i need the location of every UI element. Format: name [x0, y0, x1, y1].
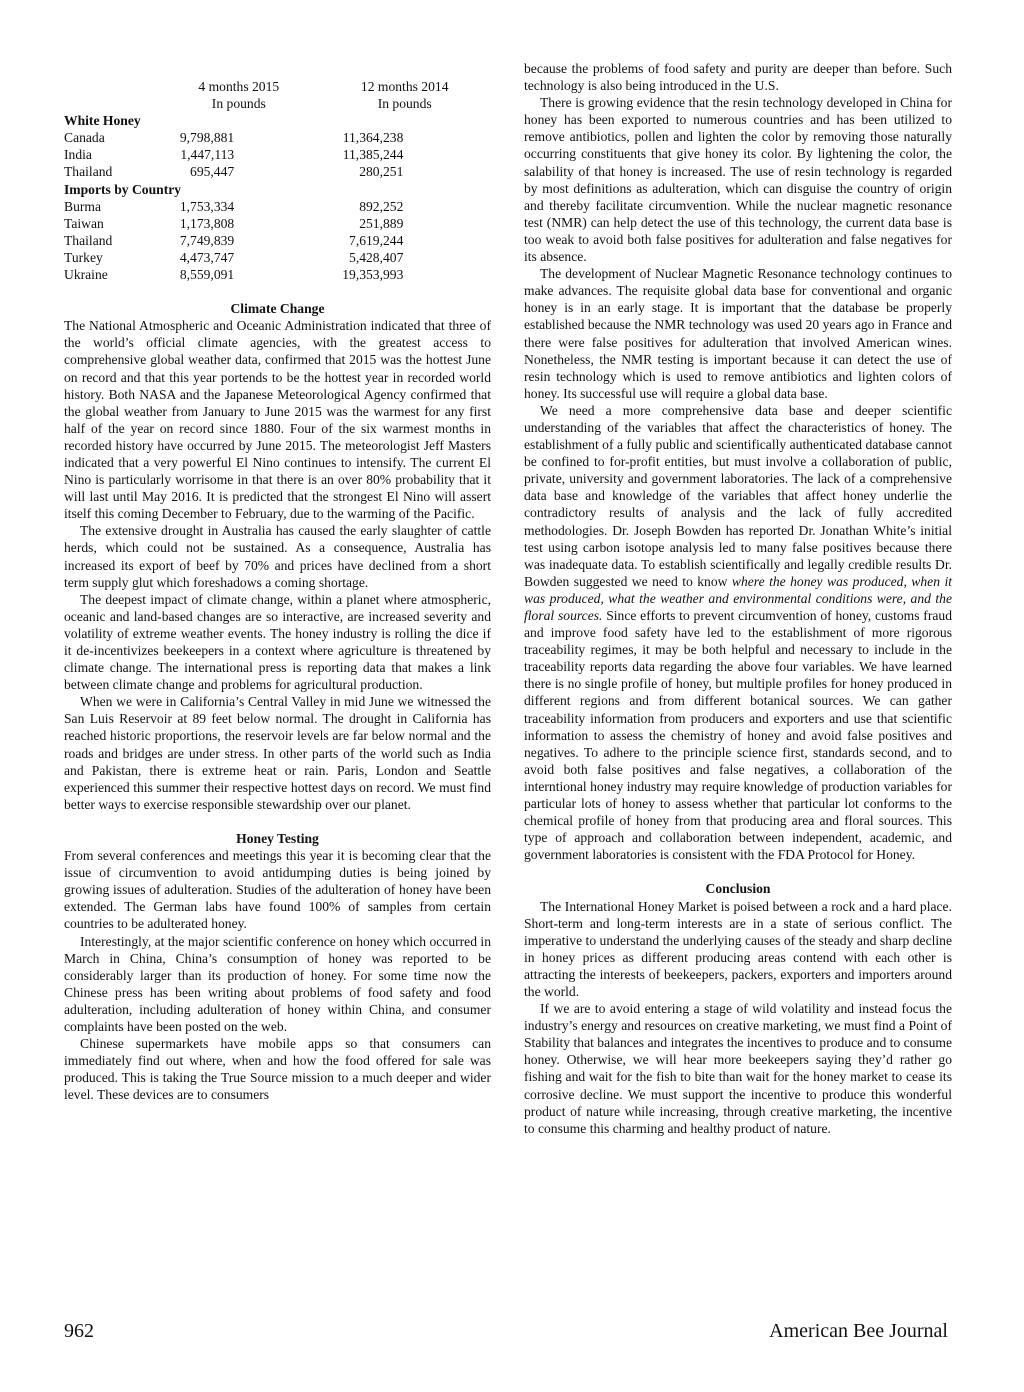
group-heading-white-honey: White Honey: [64, 113, 141, 129]
country-cell: Thailand: [64, 232, 113, 248]
value-2014-cell: 7,619,244: [349, 232, 404, 248]
table-row: [64, 163, 491, 180]
country-cell: Thailand: [64, 164, 113, 180]
page-number: 962: [64, 1320, 94, 1342]
value-2015-cell: 7,749,839: [179, 232, 235, 248]
paragraph: The extensive drought in Australia has caused the early slaughter of cattle herds, which could not be sustained. As a consequence, Australia has increased its export of beef by 70% and prices have declined from a short term supply glut which foreshadows a coming shortage.: [64, 523, 491, 590]
country-cell: Canada: [64, 130, 105, 146]
white-honey-rows: [64, 129, 491, 180]
col-2015-header: 4 months 2015: [198, 79, 280, 94]
paragraph: The National Atmospheric and Oceanic Administration indicated that three of the world’s official climate agencies, with the greatest access to comprehensive global weather data, confirmed that 2015 was the hottest June on record and that this year portends to be the hottest year in recorded world history. Both NASA and the Japanese Meteorological Agency confirmed that the global weather from January to June 2015 was the warmest for any first half of the year on record since 1880. Four of the six warmest months in recorded history have occurred by June 2015. The meteorologist Jeff Masters indicated that a very powerful El Nino continues to intensify. The current El Nino is particularly worrisome in that there is an over 80% probability that it will last until May 2016. It is predicted that the strongest El Nino will assert itself this coming December to February, due to the warming of the Pacific.: [64, 318, 491, 522]
paragraph-text: We need a more comprehensive data base and deeper scientific understanding of the variables that affect the characteristics of honey. The establishment of a fully public and scientifically authenticated database cannot be confined to for-profit entities, but must involve a collaboration of public, private, university and government laboratories. The lack of a comprehensive data base and knowledge of the variables that affect honey underlie the contradictory results of analysis and the lack of fully accredited methodologies. Dr. Joseph Bowden has reported Dr. Jonathan White’s initial test using carbon isotope analysis led to many false positives because there was inadequate data. To establish scientifically and legally credible results Dr. Bowden suggested we need to know: [524, 402, 952, 589]
left-column: [64, 60, 491, 1103]
conclusion-heading: Conclusion: [705, 881, 771, 897]
honey-testing-heading: Honey Testing: [236, 830, 319, 846]
paragraph: [524, 402, 952, 864]
journal-name: American Bee Journal: [769, 1320, 948, 1342]
col-2015-unit: In pounds: [211, 96, 266, 112]
table-header-row-1: [64, 78, 491, 95]
country-cell: India: [64, 147, 92, 163]
value-2015-cell: 1,753,334: [179, 198, 235, 214]
paragraph-text: Since efforts to prevent circumvention of honey, customs fraud and improve food safety have led to the establishment of more rigorous traceability regimes, it may be both helpful and necessary to include in the traceability reports data regarding the above four variables. We have learned there is no single profile of honey, but multiple profiles for honey produced in different regions and from different botanical sources. We can gather traceability information from producers and exporters and use that scientific information to assess the chemistry of honey and avoid false positives and negatives. To adhere to the principle science first, standards second, and to avoid both false positives and false negatives, a collaboration of the interntional honey industry may require knowledge of production variables for particular lots of honey to assess whether that particular lot conforms to the chemical profile of honey from that producing area and floral sources. This type of approach and collaboration between independent, academic, and government laboratories is consistent with the FDA Protocol for Honey.: [524, 608, 952, 863]
group-heading-imports-by-country: Imports by Country: [64, 181, 182, 197]
paragraph: The deepest impact of climate change, within a planet where atmospheric, oceanic and land-based changes are so interactive, are increased severity and volatility of extreme weather events. The honey industry is rolling the dice if it de-incentivizes beekeepers in a context where agriculture is threatened by climate change. The international press is reporting data that makes a link between climate change and problems for agricultural production.: [64, 591, 491, 693]
table-header-row-2: [64, 95, 491, 112]
paragraph: From several conferences and meetings this year it is becoming clear that the issue of circumvention to avoid antidumping duties is being joined by growing issues of adulteration. Studies of the adulteration of honey have been extended. The German labs have found 100% of samples from certain countries to be adulterated honey.: [64, 848, 491, 932]
value-2014-cell: 5,428,407: [349, 249, 404, 265]
table-row: [64, 146, 491, 163]
imports-table: [64, 78, 491, 283]
paragraph: Chinese supermarkets have mobile apps so that consumers can immediately find out where, when and how the food offered for sale was produced. This is taking the True Source mission to a much deeper and wider level. These devices are to consumers: [64, 1036, 491, 1103]
value-2015-cell: 8,559,091: [179, 267, 235, 283]
value-2015-cell: 695,447: [190, 164, 235, 180]
climate-change-heading: Climate Change: [230, 301, 325, 317]
value-2015-cell: 1,447,113: [180, 147, 235, 163]
paragraph: because the problems of food safety and purity are deeper than before. Such technology is also being introduced in the U.S.: [524, 61, 952, 94]
table-row: [64, 129, 491, 146]
table-row: [64, 249, 491, 266]
col-2014-unit: In pounds: [377, 96, 432, 112]
value-2014-cell: 892,252: [359, 198, 404, 214]
table-row: [64, 232, 491, 249]
table-row: [64, 266, 491, 283]
value-2014-cell: 280,251: [359, 164, 404, 180]
paragraph: The International Honey Market is poised between a rock and a hard place. Short-term and long-term interests are in a state of serious conflict. The imperative to understand the underlying causes of the steady and sharp decline in honey prices as different producing areas contend with each other is attracting the interests of beekeepers, packers, exporters and importers around the world.: [524, 898, 952, 999]
paragraph: If we are to avoid entering a stage of wild volatility and instead focus the industry’s energy and resources on creative marketing, we must find a Point of Stability that balances and integrates the incentives to produce and to consume honey. Otherwise, we will hear more beekeepers saying they’d rather go fishing and wait for the fish to bite than wait for the honey market to cease its corrosive decline. We must support the incentive to produce this wonderful product of nature while increasing, through creative marketing, the incentive to consume this charming and healthy product of nature.: [524, 1001, 952, 1136]
italic-emphasis: where the honey was produced, when it was produced, what the weather and environmental conditions were, and the floral sources.: [524, 573, 952, 623]
value-2015-cell: 9,798,881: [179, 130, 235, 146]
col-2014-header: 12 months 2014: [360, 79, 449, 94]
country-cell: Burma: [64, 198, 101, 214]
value-2014-cell: 19,353,993: [342, 267, 404, 283]
right-column: [524, 60, 952, 1137]
value-2014-cell: 251,889: [359, 215, 404, 231]
paragraph: The development of Nuclear Magnetic Resonance technology continues to make advances. The requisite global data base for conventional and organic honey is in an early stage. It is important that the database be properly established because the NMR technology was used 20 years ago in France and there were false positives for adulteration that involved American wines. Nonetheless, the NMR testing is important because it can detect the use of resin technology which is used to remove antibiotics and lighten colors of honey. Its successful use will require a global data base.: [524, 266, 952, 401]
paragraph: There is growing evidence that the resin technology developed in China for honey has been exported to numerous countries and has been utilized to remove antibiotics, pollen and lighten the color by removing those naturally occurring constituents that give honey its color. By lightening the color, the salability of that honey is increased. The use of resin technology is regarded by most definitions as adulteration, which can disguise the country of origin and thereby facilitate circumvention. While the nuclear magnetic resonance test (NMR) can help detect the use of this technology, the current data base is too weak to avoid both false positives for adulteration and false negatives for its absence.: [524, 95, 952, 265]
table-row: [64, 215, 491, 232]
value-2014-cell: 11,364,238: [342, 130, 404, 146]
country-cell: Turkey: [64, 249, 103, 265]
value-2014-cell: 11,385,244: [342, 147, 404, 163]
value-2015-cell: 4,473,747: [179, 249, 235, 265]
paragraph: When we were in California’s Central Valley in mid June we witnessed the San Luis Reservoir at 89 feet below normal. The drought in California has reached historic proportions, the reservoir levels are far below normal and the roads and bridges are under stress. In other parts of the world such as India and Pakistan, there is extreme heat or rain. Paris, London and Seattle experienced this summer their respective hottest days on record. We must find better ways to exercise responsible stewardship over our planet.: [64, 694, 491, 812]
value-2015-cell: 1,173,808: [179, 215, 235, 231]
table-row: [64, 198, 491, 215]
country-cell: Taiwan: [64, 215, 104, 231]
country-cell: Ukraine: [64, 267, 108, 283]
paragraph: Interestingly, at the major scientific conference on honey which occurred in March in China, China’s consumption of honey was reported to be considerably larger than its production of honey. For some time now the Chinese press has been writing about problems of food safety and food adulteration, including adulteration of honey within China, and consumer complaints have been posted on the web.: [64, 933, 491, 1034]
imports-by-country-rows: [64, 198, 491, 283]
